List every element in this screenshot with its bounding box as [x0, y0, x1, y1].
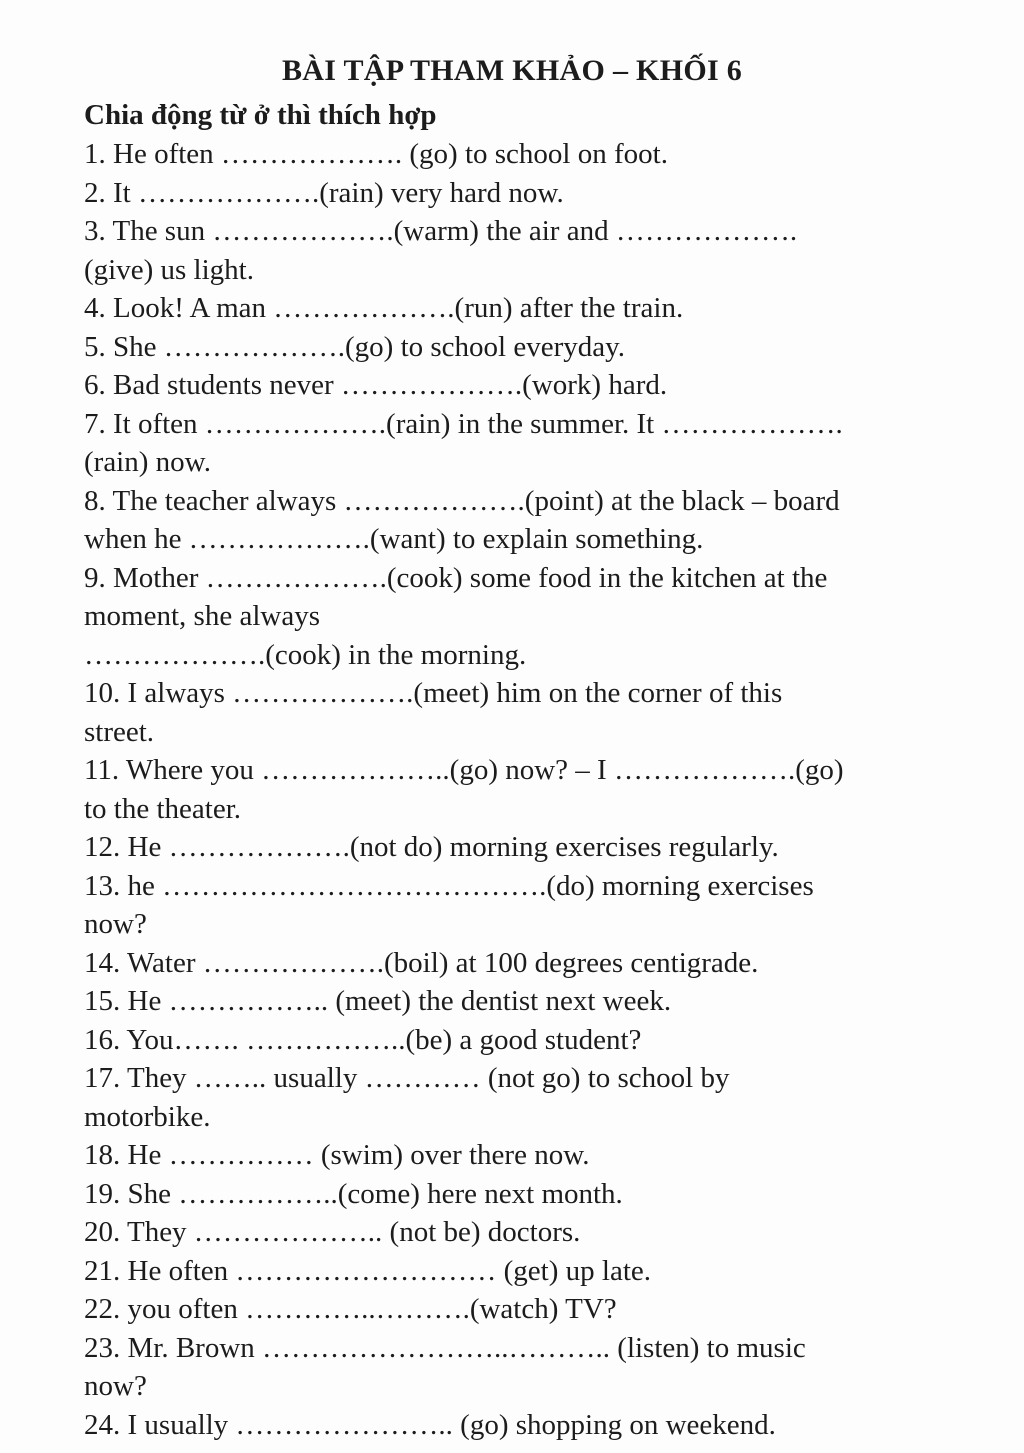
worksheet-title: BÀI TẬP THAM KHẢO – KHỐI 6 [281, 54, 743, 87]
exercise-line: 11. Where you ………………..(go) now? – I ……………….(go) [84, 754, 844, 786]
exercise-line: 18. He …………… (swim) over there now. [84, 1139, 590, 1171]
exercise-line: motorbike. [84, 1100, 211, 1133]
exercise-line: ……………….(cook) in the morning. [84, 638, 527, 671]
exercise-line: 19. She ……………..(come) here next month. [84, 1177, 623, 1210]
exercise-line: 5. She ……………….(go) to school everyday. [84, 330, 625, 363]
exercise-line: 8. The teacher always ……………….(point) at the black – board [84, 484, 840, 517]
exercise-line: 14. Water ……………….(boil) at 100 degrees centigrade. [84, 946, 759, 979]
exercise-line: when he ……………….(want) to explain something. [84, 523, 704, 555]
exercise-line: 21. He often ……………………… (get) up late. [84, 1254, 652, 1287]
exercise-line: 20. They ……………….. (not be) doctors. [84, 1216, 581, 1248]
exercise-line: 24. I usually ………………….. (go) shopping on weekend. [84, 1408, 776, 1441]
exercise-line: to the theater. [84, 792, 242, 825]
exercise-line: street. [84, 715, 155, 748]
exercise-line: (give) us light. [84, 253, 254, 286]
exercise-line: 16. You……. ……………..(be) a good student? [84, 1023, 642, 1056]
exercise-line: 23. Mr. Brown ……………………..……….. (listen) to music [84, 1331, 806, 1364]
exercise-list [84, 135, 964, 1444]
exercise-line: 7. It often ……………….(rain) in the summer. It ………………. [84, 407, 843, 440]
instruction-heading: Chia động từ ở thì thích hợp [84, 99, 437, 131]
exercise-line: 6. Bad students never ……………….(work) hard. [84, 369, 668, 401]
exercise-line: 10. I always ……………….(meet) him on the corner of this [84, 677, 783, 709]
exercise-line: 4. Look! A man ……………….(run) after the train. [84, 292, 684, 324]
exercise-line: now? [84, 908, 147, 940]
exercise-line: 3. The sun ……………….(warm) the air and ………………. [84, 215, 798, 247]
exercise-line: 17. They …….. usually ………… (not go) to school by [84, 1062, 730, 1094]
exercise-line: 15. He …………….. (meet) the dentist next week. [84, 985, 672, 1017]
exercise-line: (rain) now. [84, 446, 211, 478]
exercise-line: 13. he ………………………………….(do) morning exercises [84, 869, 814, 902]
exercise-line: moment, she always [84, 600, 320, 632]
exercise-line: 1. He often ………………. (go) to school on foot. [84, 138, 668, 170]
exercise-line: 9. Mother ……………….(cook) some food in the kitchen at the [84, 561, 828, 594]
exercise-line: now? [84, 1370, 147, 1402]
exercise-line: 2. It ……………….(rain) very hard now. [84, 176, 564, 209]
exercise-line: 22. you often …………..……….(watch) TV? [84, 1293, 617, 1325]
exercise-line: 12. He ……………….(not do) morning exercises regularly. [84, 831, 779, 863]
